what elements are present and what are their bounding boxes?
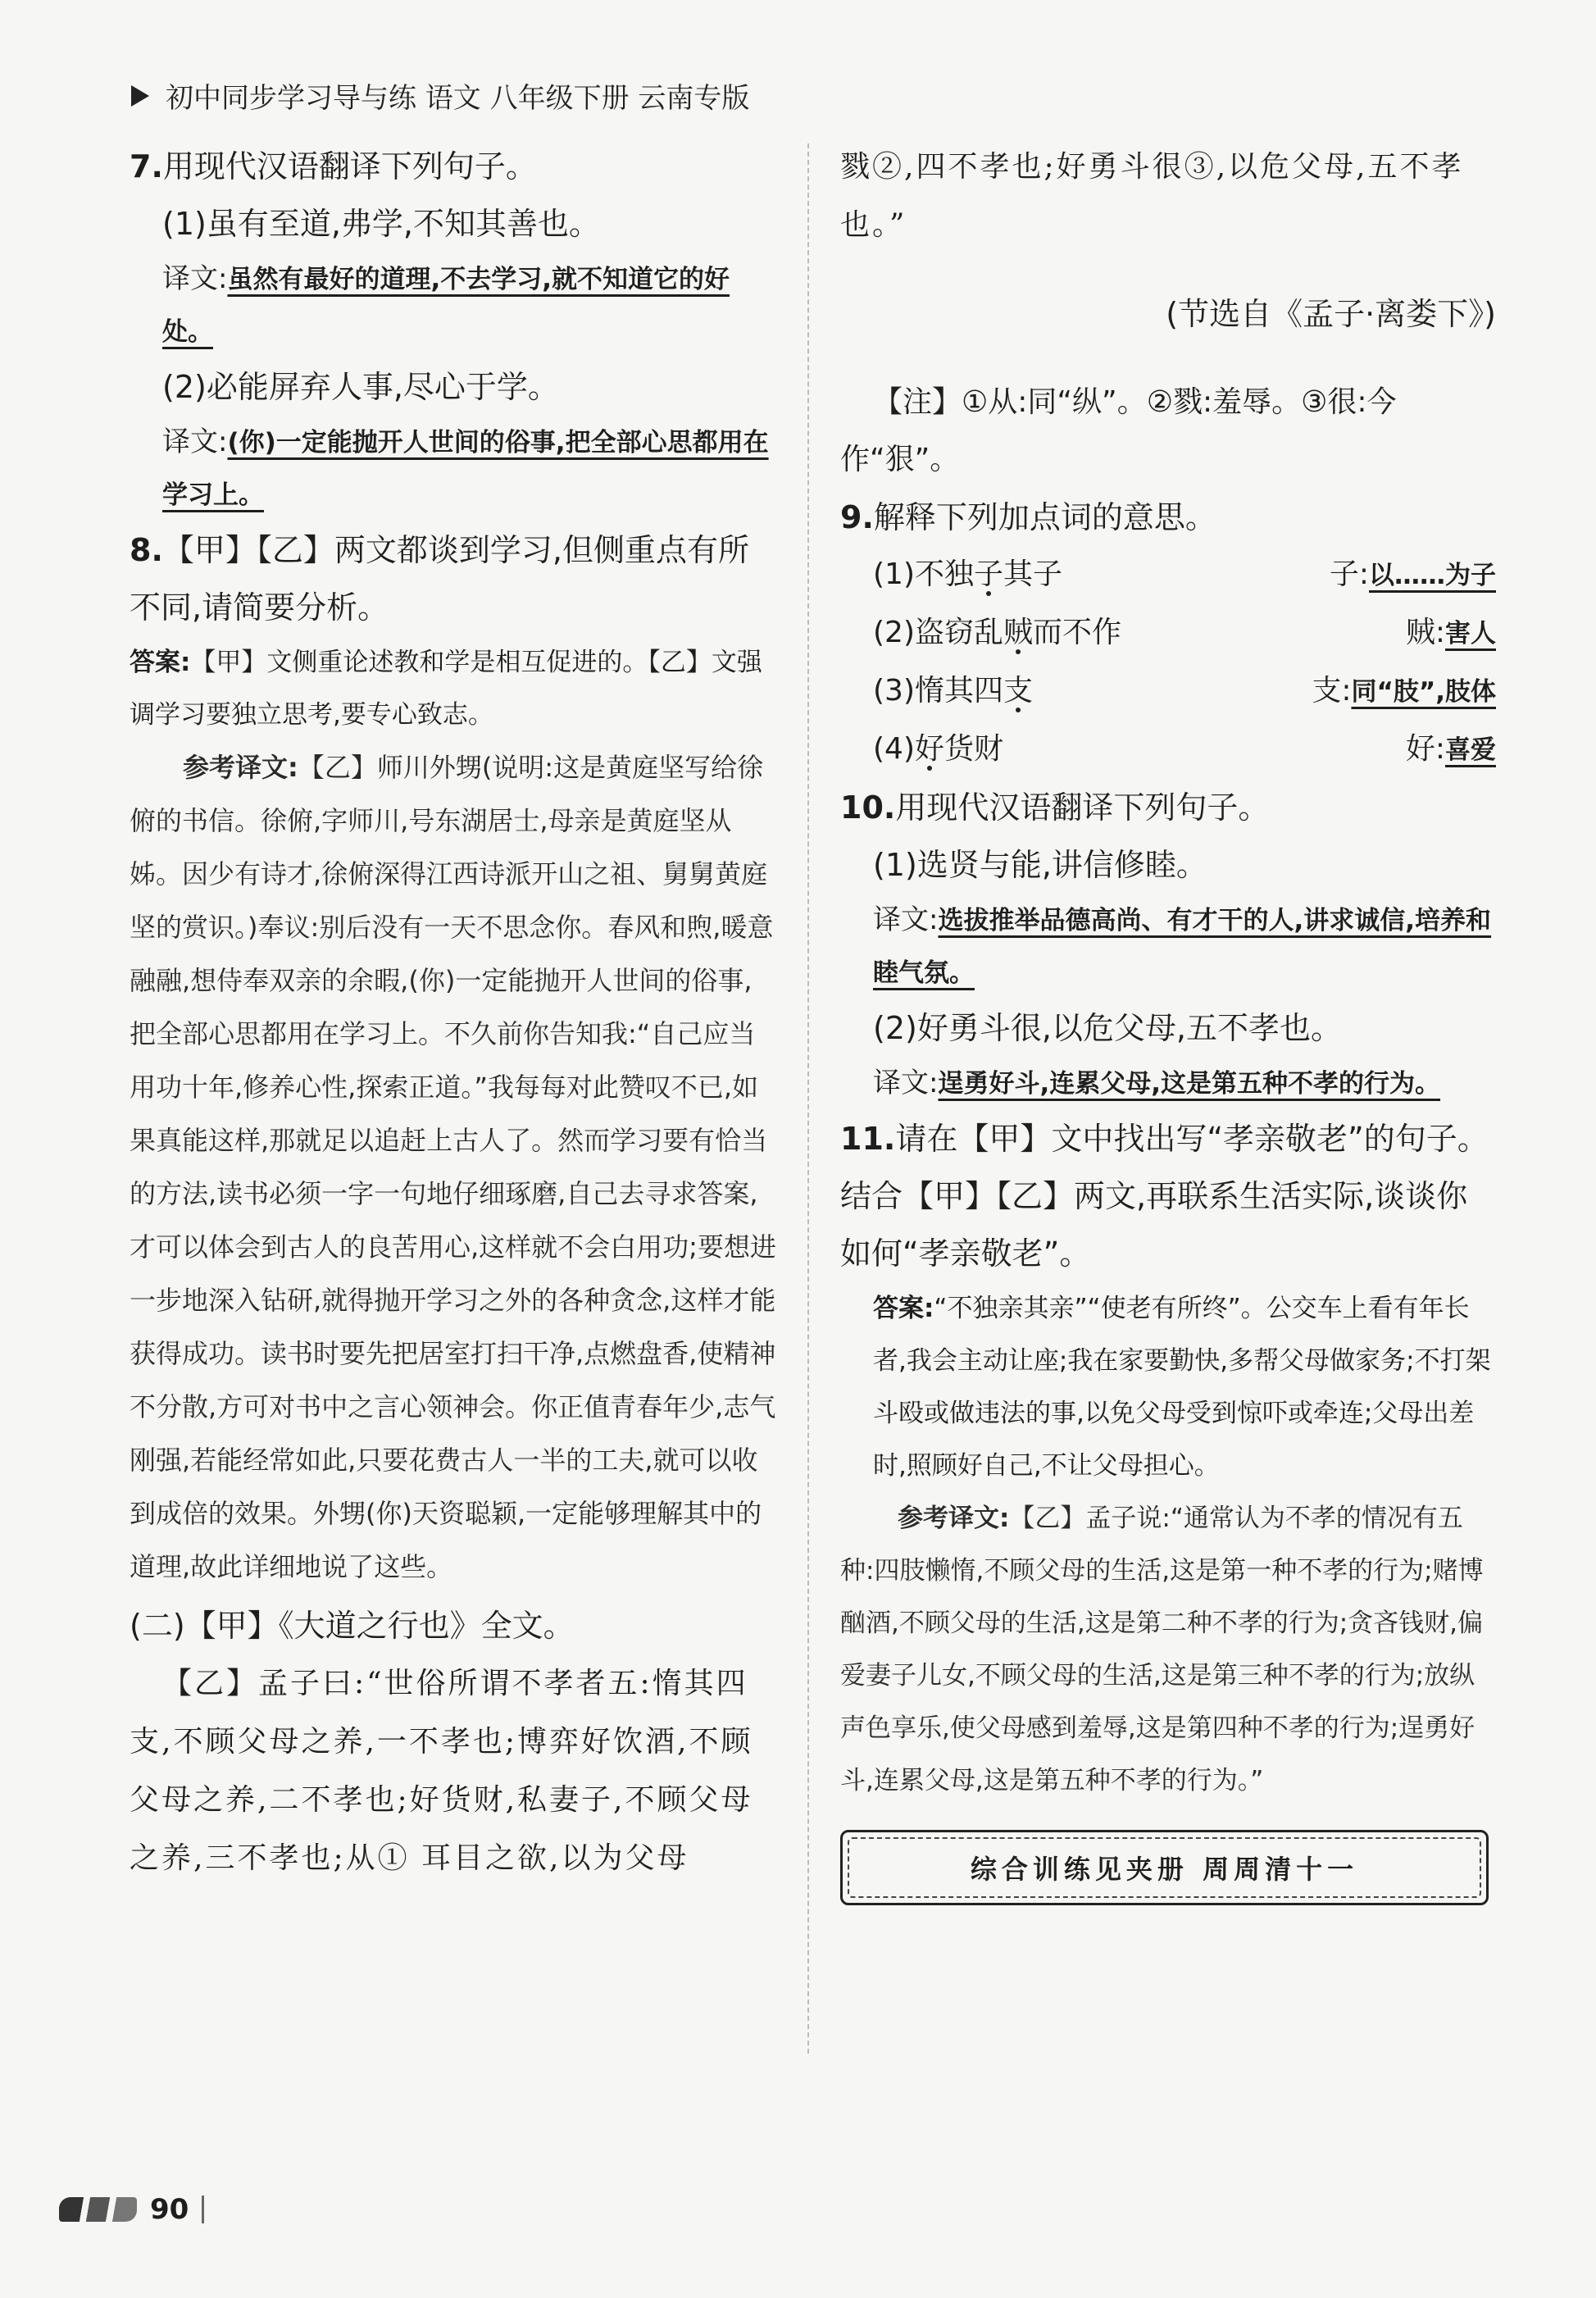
q9-item: (1)不独子其子 子:以……为子 <box>873 557 1496 591</box>
q9-item: (4)好货财 好:喜爱 <box>873 732 1496 766</box>
q10-answer-2: 译文:逞勇好斗,连累父母,这是第五种不孝的行为。 <box>873 1067 1441 1099</box>
text-notes: 【注】①从:同“纵”。②戮:羞辱。③很:今作“狠”。 <box>840 385 1397 476</box>
section-2-heading: (二)【甲】《大道之行也》全文。 <box>130 1608 575 1644</box>
left-column <box>130 138 777 1887</box>
q9-item: (3)惰其四支 支:同“肢”,肢体 <box>873 674 1496 708</box>
q9-item: (2)盗窃乱贼而不作 贼:害人 <box>873 616 1496 649</box>
q8-answer: 答案:【甲】文侧重论述教和学是相互促进的。【乙】文强调学习要独立思考,要专心致志。 <box>130 648 762 730</box>
q7-sentence-1: (1)虽有至道,弗学,不知其善也。 <box>162 206 600 242</box>
practice-banner: 综合训练见夹册 周周清十一 <box>840 1830 1489 1905</box>
q10-sentence-1: (1)选贤与能,讲信修睦。 <box>873 847 1207 883</box>
text-source: (节选自《孟子·离娄下》) <box>1166 296 1496 332</box>
question-11: 11.请在【甲】文中找出写“孝亲敬老”的句子。结合【甲】【乙】两文,再联系生活实际,谈谈你如何“孝亲敬老”。 <box>840 1121 1489 1272</box>
q8-reference-translation: 参考译文:【乙】师川外甥(说明:这是黄庭坚写给徐俯的书信。徐俯,字师川,号东湖居士,母亲是黄庭坚从姊。因少有诗才,徐俯深得江西诗派开山之祖、舅舅黄庭坚的赏识。)奉议:别后没有一天不思念你。春风和煦,暖意融融,想侍奉双亲的余暇,(你)一定能抛开人世间的俗事,把全部心思都用在学习上。不久前你告知我:“自己应当用功十年,修养心性,探索正道。”我每每对此赞叹不已,如果真能这样,那就足以追赶上古人了。然而学习要有恰当的方法,读书必须一字一句地仔细琢磨,自己去寻求答案,才可以体会到古人的良苦用心,这样就不会白用功;要想进一步地深入钻研,就得抛开学习之外的各种贪念,这样才能获得成功。读书时要先把居室打扫干净,点燃盘香,使精神不分散,方可对书中之言心领神会。你正值青春年少,志气刚强,若能经常如此,只要花费古人一半的工夫,就可以收到成倍的效果。外甥(你)天资聪颖,一定能够理解其中的道理,故此详细地说了这些。 <box>130 752 776 1582</box>
page-stripes-icon <box>59 2197 137 2222</box>
question-8: 8.【甲】【乙】两文都谈到学习,但侧重点有所不同,请简要分析。 <box>130 532 749 626</box>
q7-answer-1: 译文:虽然有最好的道理,不去学习,就不知道它的好处。 <box>162 262 730 347</box>
q10-sentence-2: (2)好勇斗很,以危父母,五不孝也。 <box>873 1010 1342 1046</box>
q10-answer-1: 译文:选拔推举品德高尚、有才干的人,讲求诚信,培养和睦气氛。 <box>873 903 1492 988</box>
book-title: 初中同步学习导与练 语文 八年级下册 云南专版 <box>166 82 750 115</box>
page-header <box>131 75 749 116</box>
q7-answer-2: 译文:(你)一定能抛开人世间的俗事,把全部心思都用在学习上。 <box>162 425 769 510</box>
question-7: 7.用现代汉语翻译下列句子。 <box>130 148 537 184</box>
right-column <box>840 138 1496 1905</box>
q11-reference-translation: 参考译文:【乙】孟子说:“通常认为不孝的情况有五种:四肢懒惰,不顾父母的生活,这是第一种不孝的行为;赌博酗酒,不顾父母的生活,这是第二种不孝的行为;贪吝钱财,偏爱妻子儿女,不顾父母的生活,这是第三种不孝的行为;放纵声色享乐,使父母感到羞辱,这是第四种不孝的行为;逞勇好斗,连累父母,这是第五种不孝的行为。” <box>840 1504 1484 1795</box>
page-number: 90 <box>150 2193 189 2226</box>
question-9: 9.解释下列加点词的意思。 <box>840 499 1216 535</box>
page-footer <box>59 2193 204 2226</box>
section-2-text-yi: 【乙】孟子曰:“世俗所谓不孝者五:惰其四支,不顾父母之养,一不孝也;博弈好饮酒,不顾父母之养,二不孝也;好货财,私妻子,不顾父母之养,三不孝也;从① 耳目之欲,以为父母 <box>130 1667 753 1875</box>
column-divider <box>807 143 809 2054</box>
q11-answer: 答案:“不独亲其亲”“使老有所终”。公交车上看有年长者,我会主动让座;我在家要勤快,多帮父母做家务;不打架斗殴或做违法的事,以免父母受到惊吓或牵连;父母出差时,照顾好自己,不让父母担心。 <box>873 1294 1491 1481</box>
play-triangle-icon <box>131 85 149 107</box>
q7-sentence-2: (2)必能屏弃人事,尽心于学。 <box>162 369 559 405</box>
page-divider <box>202 2196 204 2223</box>
question-10: 10.用现代汉语翻译下列句子。 <box>840 790 1270 826</box>
text-continuation: 戮②,四不孝也;好勇斗很③,以危父母,五不孝也。” <box>840 150 1464 242</box>
